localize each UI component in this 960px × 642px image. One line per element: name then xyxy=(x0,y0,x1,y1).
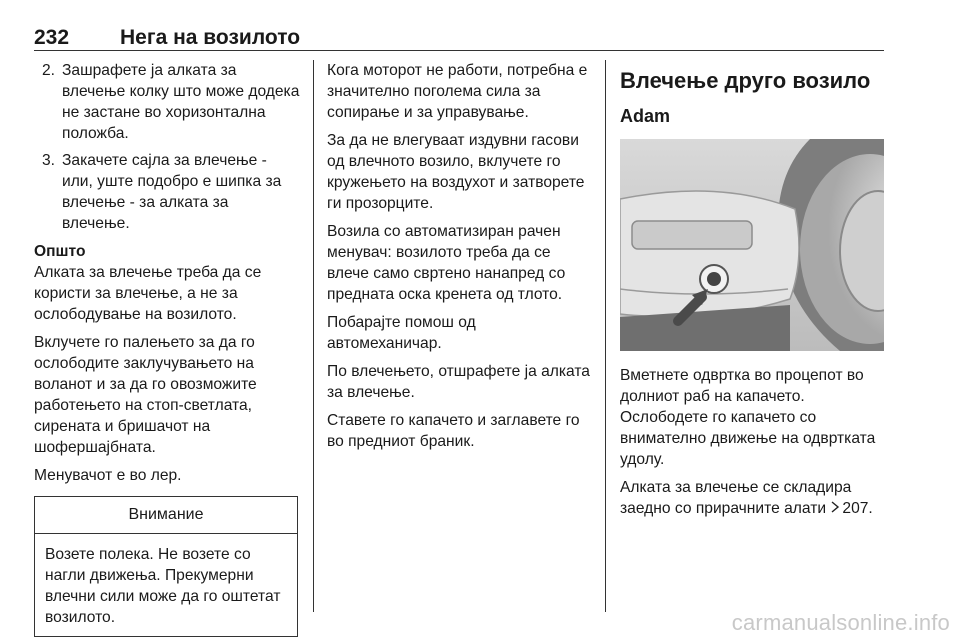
instruction-line-1: Вметнете одвртка во процепот во долниот раб на капачето. xyxy=(620,367,864,405)
neutral-paragraph: Менувачот е во лер. xyxy=(34,467,182,484)
paragraph: Возила со автоматизиран рачен менувач: возилото треба да се влече само свртено нанапред со предната оска кренета од тлото. xyxy=(327,223,566,303)
steps-list xyxy=(34,60,300,234)
column-divider-2 xyxy=(605,60,606,612)
column-divider-1 xyxy=(313,60,314,612)
page-header xyxy=(34,26,884,52)
paragraph: Ставете го капачето и заглавете го во предниот браник. xyxy=(327,412,580,450)
list-item xyxy=(34,150,300,234)
model-name: Adam xyxy=(620,106,671,126)
section-title: Влечење друго возило xyxy=(620,68,871,93)
storage-text: Алката за влечење се складира заедно со прирачните алати xyxy=(620,479,852,517)
page-reference-link[interactable]: 207. xyxy=(842,500,873,517)
paragraph: За да не влегуваат издувни гасови од влечното возило, вклучете го кружењето на воздухот и затворете ги прозорците. xyxy=(327,132,585,212)
instruction-line-2: Ослободете го капачето со внимателно движење на одвртката удолу. xyxy=(620,409,876,468)
paragraph: По влечењето, отшрафете ја алката за влечење. xyxy=(327,363,590,401)
list-item xyxy=(34,60,300,144)
column-1 xyxy=(34,60,300,637)
chapter-title: Нега на возилото xyxy=(120,26,301,49)
page-number: 232 xyxy=(34,26,70,49)
column-3 xyxy=(620,60,886,526)
general-text: Алката за влечење треба да се користи за влечење, а не за ослободување на возилото. xyxy=(34,264,262,323)
header-divider xyxy=(34,50,884,51)
watermark: carmanualsonline.info xyxy=(731,610,950,635)
warning-title: Внимание xyxy=(35,497,297,534)
warning-text: Возете полека. Не возете со нагли движења. Прекумерни влечни сили може да го оштетат возилото. xyxy=(45,546,281,626)
page-reference-icon xyxy=(830,498,842,519)
bumper-cap-illustration xyxy=(620,139,884,351)
step-text: Закачете сајла за влечење - или, уште подобро е шипка за влечење - за алката за влечење. xyxy=(62,152,282,232)
paragraph: Побарајте помош од автомеханичар. xyxy=(327,314,476,352)
step-number: 2. xyxy=(42,62,56,79)
general-heading: Општо xyxy=(34,243,86,260)
step-number: 3. xyxy=(42,152,56,169)
warning-box xyxy=(34,496,298,637)
ignition-paragraph: Вклучете го палењето за да го ослободите заклучувањето на воланот и за да го овозможите работењето на стоп-светлата, сирената и бришачот на шофершајбната. xyxy=(34,334,257,456)
step-text: Зашрафете ја алката за влечење колку што може додека не застане во хоризонтална положба. xyxy=(62,62,300,142)
storage-paragraph xyxy=(620,477,886,519)
column-2 xyxy=(327,60,593,459)
paragraph: Кога моторот не работи, потребна е значително поголема сила за сопирање и за управување. xyxy=(327,62,588,121)
